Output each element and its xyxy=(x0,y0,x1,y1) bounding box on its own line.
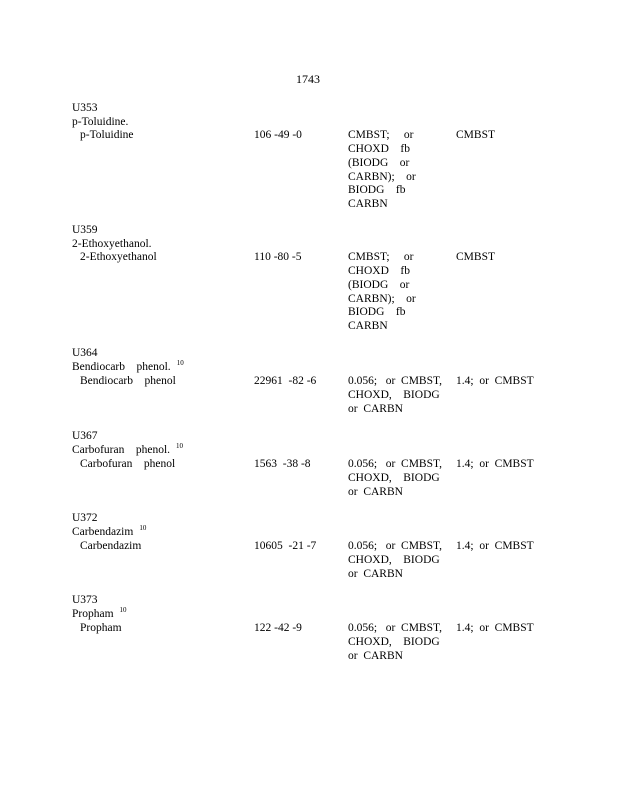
wastewater-standard-line: CHOXD, BIODG xyxy=(348,389,440,402)
waste-code-entry xyxy=(72,512,592,582)
waste-name-line xyxy=(72,605,592,623)
constituent-name: Propham xyxy=(80,622,122,635)
cas-number: 10605 -21 -7 xyxy=(254,540,317,553)
waste-name-line xyxy=(72,523,592,541)
cas-number: 1563 -38 -8 xyxy=(254,458,311,471)
wastewater-standard-line: or CARBN xyxy=(348,485,403,498)
wastewater-standard-line: or CARBN xyxy=(348,567,403,580)
wastewater-standard-line: (BIODG or xyxy=(348,278,410,291)
constituent-name: Carbofuran phenol xyxy=(80,458,176,471)
waste-name: 2-Ethoxyethanol. xyxy=(72,237,152,250)
waste-name: Bendiocarb phenol. xyxy=(72,360,171,373)
wastewater-standard xyxy=(348,540,442,581)
waste-code: U353 xyxy=(72,102,98,114)
nonwastewater-standard: 1.4; or CMBST xyxy=(456,540,534,553)
nonwastewater-standard: CMBST xyxy=(456,251,495,264)
wastewater-standard-line: CHOXD, BIODG xyxy=(348,636,440,649)
wastewater-standard-line: CHOXD fb xyxy=(348,143,410,156)
wastewater-standard xyxy=(348,622,442,663)
wastewater-standard-line: CARBN); or xyxy=(348,292,416,305)
waste-code: U373 xyxy=(72,594,98,606)
cas-number: 106 -49 -0 xyxy=(254,129,302,142)
nonwastewater-standard: 1.4; or CMBST xyxy=(456,622,534,635)
waste-name: Carbofuran phenol. xyxy=(72,443,171,456)
nonwastewater-standard: 1.4; or CMBST xyxy=(456,458,534,471)
waste-name-line xyxy=(72,116,592,130)
wastewater-standard-line: or CARBN xyxy=(348,649,403,662)
waste-code: U372 xyxy=(72,512,98,524)
waste-code: U359 xyxy=(72,224,98,236)
constituent-row xyxy=(72,622,592,663)
constituent-name: Bendiocarb phenol xyxy=(80,375,176,388)
page-number: 1743 xyxy=(296,72,320,86)
waste-name-line xyxy=(72,441,592,459)
cas-number: 122 -42 -9 xyxy=(254,622,302,635)
waste-code-entry xyxy=(72,594,592,664)
waste-code: U364 xyxy=(72,347,98,359)
wastewater-standard-line: 0.056; or CMBST, xyxy=(348,458,443,471)
constituent-row xyxy=(72,375,592,416)
constituent-name: p-Toluidine xyxy=(80,129,134,142)
wastewater-standard xyxy=(348,458,442,499)
waste-name: Carbendazim xyxy=(72,525,134,538)
wastewater-standard-line: CHOXD, BIODG xyxy=(348,554,440,567)
constituent-row xyxy=(72,458,592,499)
constituent-row xyxy=(72,251,592,333)
wastewater-standard-line: or CARBN xyxy=(348,402,403,415)
footnote-marker: 10 xyxy=(119,605,127,614)
wastewater-standard-line: CMBST; or xyxy=(348,129,414,142)
wastewater-standard xyxy=(348,251,416,333)
wastewater-standard-line: 0.056; or CMBST, xyxy=(348,622,443,635)
footnote-marker: 10 xyxy=(139,523,147,532)
constituent-row xyxy=(72,540,592,581)
wastewater-standard-line: 0.056; or CMBST, xyxy=(348,540,443,553)
cas-number: 22961 -82 -6 xyxy=(254,375,317,388)
constituent-row xyxy=(72,129,592,211)
wastewater-standard-line: CHOXD fb xyxy=(348,265,410,278)
nonwastewater-standard: CMBST xyxy=(456,129,495,142)
wastewater-standard xyxy=(348,375,442,416)
wastewater-standard-line: CARBN xyxy=(348,319,388,332)
waste-name: p-Toluidine. xyxy=(72,115,129,128)
waste-name: Propham xyxy=(72,607,114,620)
waste-name-line xyxy=(72,238,592,252)
waste-code-entry xyxy=(72,102,592,212)
wastewater-standard-line: CARBN); or xyxy=(348,170,416,183)
cas-number: 110 -80 -5 xyxy=(254,251,302,264)
wastewater-standard-line: CMBST; or xyxy=(348,251,414,264)
footnote-marker: 10 xyxy=(176,441,184,450)
wastewater-standard-line: 0.056; or CMBST, xyxy=(348,375,443,388)
wastewater-standard-line: BIODG fb xyxy=(348,306,406,319)
wastewater-standard-line: (BIODG or xyxy=(348,156,410,169)
waste-name-line xyxy=(72,358,592,376)
wastewater-standard-line: CARBN xyxy=(348,197,388,210)
waste-code: U367 xyxy=(72,430,98,442)
waste-code-entry xyxy=(72,430,592,500)
waste-code-entry xyxy=(72,224,592,334)
footnote-marker: 10 xyxy=(176,358,184,367)
wastewater-standard xyxy=(348,129,416,211)
waste-code-entry xyxy=(72,347,592,417)
wastewater-standard-line: BIODG fb xyxy=(348,184,406,197)
constituent-name: Carbendazim xyxy=(80,540,142,553)
nonwastewater-standard: 1.4; or CMBST xyxy=(456,375,534,388)
constituent-name: 2-Ethoxyethanol xyxy=(80,251,157,264)
wastewater-standard-line: CHOXD, BIODG xyxy=(348,472,440,485)
